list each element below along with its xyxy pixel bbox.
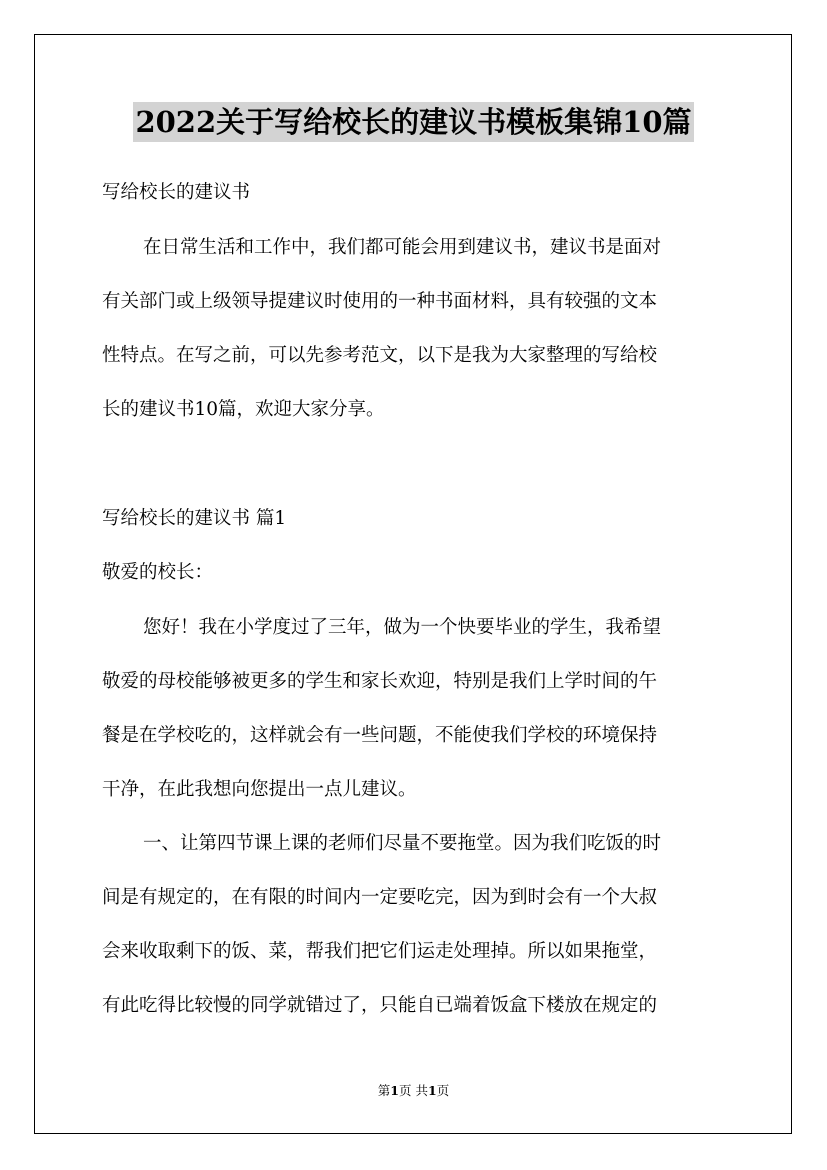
footer-page-mid: 页 共 <box>399 1083 428 1098</box>
salutation: 敬爱的校长： <box>102 562 214 583</box>
paragraph-line: 干净，在此我想向您提出一点儿建议。 <box>102 779 417 800</box>
footer-page-number: 1 <box>390 1083 399 1098</box>
paragraph-line: 一、让第四节课上课的老师们尽量不要拖堂。因为我们吃饭的时 <box>143 833 662 854</box>
paragraph-line: 有关部门或上级领导提建议时使用的一种书面材料，具有较强的文本 <box>102 291 658 312</box>
paragraph-line: 在日常生活和工作中，我们都可能会用到建议书，建议书是面对 <box>143 237 662 258</box>
document-title: 2022关于写给校长的建议书模板集锦10篇 <box>133 102 693 142</box>
paragraph-line: 长的建议书10篇，欢迎大家分享。 <box>102 399 385 420</box>
title-container <box>0 102 827 142</box>
paragraph-line: 间是有规定的，在有限的时间内一定要吃完，因为到时会有一个大叔 <box>102 887 658 908</box>
article-heading: 写给校长的建议书 篇1 <box>102 508 287 529</box>
paragraph-line: 有此吃得比较慢的同学就错过了，只能自已端着饭盒下楼放在规定的 <box>102 995 658 1016</box>
paragraph-line: 会来收取剩下的饭、菜，帮我们把它们运走处理掉。所以如果拖堂， <box>102 941 658 962</box>
section-heading: 写给校长的建议书 <box>102 182 251 203</box>
footer-page-prefix: 第 <box>377 1083 391 1098</box>
paragraph-line: 餐是在学校吃的，这样就会有一些问题，不能使我们学校的环境保持 <box>102 725 658 746</box>
footer-total-pages: 1 <box>427 1083 437 1098</box>
footer-page-suffix: 页 <box>436 1083 450 1098</box>
paragraph-line: 您好！我在小学度过了三年，做为一个快要毕业的学生，我希望 <box>143 617 662 638</box>
paragraph-line: 性特点。在写之前，可以先参考范文，以下是我为大家整理的写给校 <box>102 345 658 366</box>
paragraph-line: 敬爱的母校能够被更多的学生和家长欢迎，特别是我们上学时间的午 <box>102 671 658 692</box>
page-footer <box>0 1083 827 1099</box>
